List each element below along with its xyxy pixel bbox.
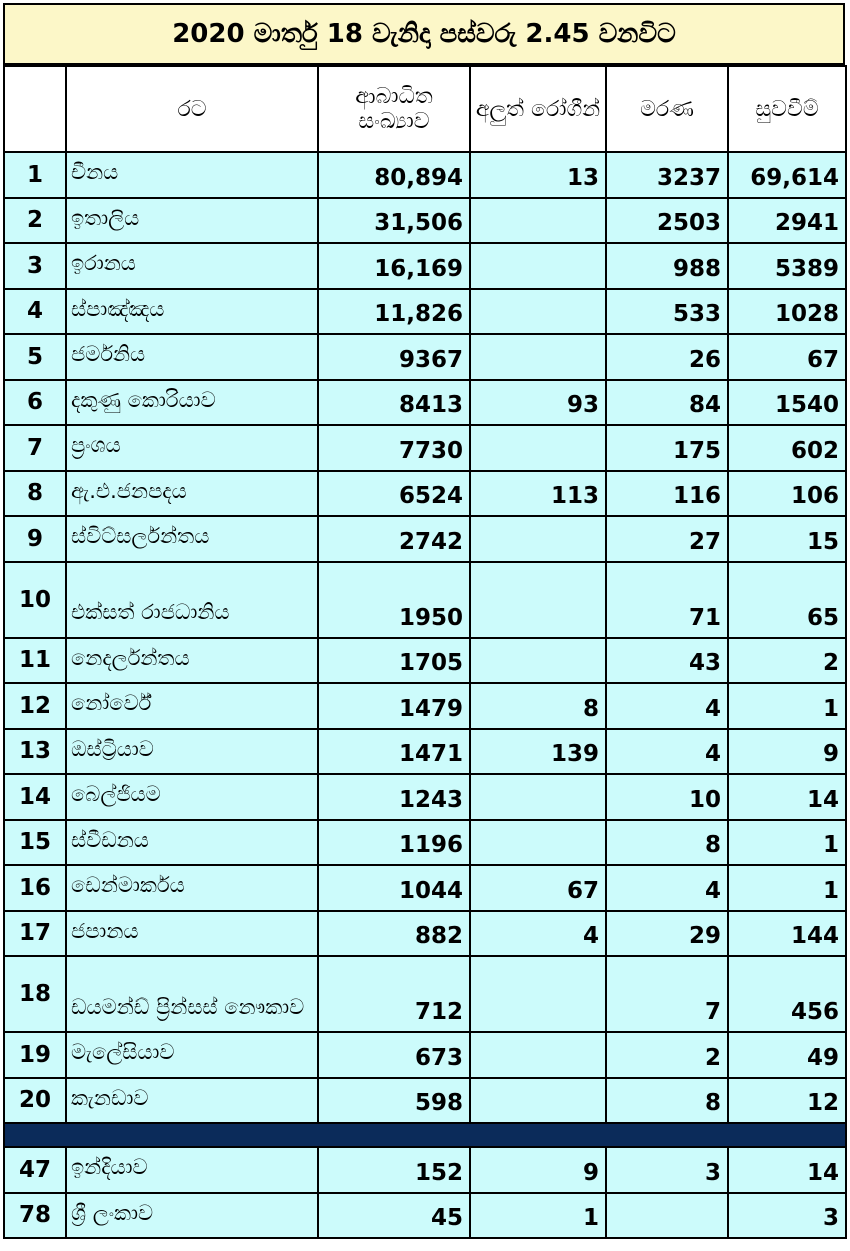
row-country: චීනය: [66, 152, 318, 198]
row-country: ස්පාඤ්ඤය: [66, 289, 318, 335]
row-country: නෙදර්ලන්තය: [66, 638, 318, 684]
row-new: [470, 638, 606, 684]
table-row: [4, 774, 846, 820]
header-row: [4, 66, 846, 152]
row-recovered: 1540: [728, 380, 846, 426]
row-country: ඔස්ට්‍රියාව: [66, 729, 318, 775]
row-country: බෙල්ජියම: [66, 774, 318, 820]
row-cases: 598: [318, 1078, 470, 1124]
row-cases: 712: [318, 956, 470, 1032]
header-cases: ආබාධිත සංඛ්‍යාව: [318, 66, 470, 152]
table-row: [4, 1032, 846, 1078]
table-row: [4, 243, 846, 289]
row-cases: 152: [318, 1147, 470, 1193]
row-rank: 12: [4, 683, 66, 729]
row-recovered: 2941: [728, 198, 846, 244]
page-title: 2020 මාර්තු 18 වැනිදා පස්වරු 2.45 වනවිට: [3, 3, 845, 65]
row-country: ශ්‍රී ලංකාව: [66, 1193, 318, 1239]
table-row: [4, 1078, 846, 1124]
row-rank: 47: [4, 1147, 66, 1193]
row-recovered: 456: [728, 956, 846, 1032]
stats-table: [3, 65, 847, 1239]
row-new: [470, 516, 606, 562]
table-row: [4, 334, 846, 380]
row-deaths: 3237: [606, 152, 728, 198]
row-new: [470, 774, 606, 820]
row-country: දකුණු කොරියාව: [66, 380, 318, 426]
row-deaths: 2503: [606, 198, 728, 244]
table-row: [4, 198, 846, 244]
row-new: 4: [470, 911, 606, 957]
row-new: [470, 956, 606, 1032]
row-recovered: 49: [728, 1032, 846, 1078]
row-cases: 2742: [318, 516, 470, 562]
row-country: ඉරානය: [66, 243, 318, 289]
row-recovered: 1: [728, 820, 846, 866]
row-deaths: 2: [606, 1032, 728, 1078]
table-row: [4, 865, 846, 911]
row-cases: 31,506: [318, 198, 470, 244]
row-recovered: 5389: [728, 243, 846, 289]
row-recovered: 12: [728, 1078, 846, 1124]
row-rank: 16: [4, 865, 66, 911]
header-recovered: සුවවීම්: [728, 66, 846, 152]
row-new: 1: [470, 1193, 606, 1239]
row-deaths: 71: [606, 562, 728, 638]
row-country: ස්වීඩනය: [66, 820, 318, 866]
table-row: [4, 289, 846, 335]
row-recovered: 3: [728, 1193, 846, 1239]
header-country: රට: [66, 66, 318, 152]
row-rank: 10: [4, 562, 66, 638]
row-cases: 7730: [318, 425, 470, 471]
row-deaths: 84: [606, 380, 728, 426]
row-new: [470, 820, 606, 866]
table-separator: [4, 1123, 846, 1147]
row-recovered: 1028: [728, 289, 846, 335]
row-deaths: 8: [606, 820, 728, 866]
row-country: ජපානය: [66, 911, 318, 957]
row-cases: 673: [318, 1032, 470, 1078]
table-row: [4, 425, 846, 471]
row-deaths: 4: [606, 683, 728, 729]
row-rank: 20: [4, 1078, 66, 1124]
row-recovered: 67: [728, 334, 846, 380]
row-new: [470, 562, 606, 638]
table-row: [4, 562, 846, 638]
row-new: 113: [470, 471, 606, 517]
header-rank: [4, 66, 66, 152]
row-recovered: 69,614: [728, 152, 846, 198]
row-new: 67: [470, 865, 606, 911]
row-country: ඩයමන්ඩ් ප්‍රින්සස් නෞකාව: [66, 956, 318, 1032]
row-recovered: 1: [728, 683, 846, 729]
row-cases: 11,826: [318, 289, 470, 335]
row-cases: 9367: [318, 334, 470, 380]
table-row: [4, 956, 846, 1032]
table-row: [4, 471, 846, 517]
row-deaths: 10: [606, 774, 728, 820]
header-new: අලුත් රෝගීන්: [470, 66, 606, 152]
table-row: [4, 380, 846, 426]
row-cases: 1243: [318, 774, 470, 820]
row-new: [470, 1032, 606, 1078]
row-rank: 18: [4, 956, 66, 1032]
row-deaths: 4: [606, 729, 728, 775]
row-recovered: 14: [728, 774, 846, 820]
row-deaths: 8: [606, 1078, 728, 1124]
row-deaths: 533: [606, 289, 728, 335]
row-rank: 8: [4, 471, 66, 517]
row-deaths: 4: [606, 865, 728, 911]
row-cases: 882: [318, 911, 470, 957]
row-rank: 9: [4, 516, 66, 562]
row-rank: 19: [4, 1032, 66, 1078]
row-rank: 7: [4, 425, 66, 471]
row-new: [470, 1078, 606, 1124]
table-row: [4, 638, 846, 684]
row-country: ඉතාලිය: [66, 198, 318, 244]
row-recovered: 9: [728, 729, 846, 775]
row-cases: 8413: [318, 380, 470, 426]
table-row: [4, 1147, 846, 1193]
row-deaths: [606, 1193, 728, 1239]
table-row: [4, 152, 846, 198]
separator-bar: [4, 1123, 846, 1147]
row-cases: 1950: [318, 562, 470, 638]
row-recovered: 1: [728, 865, 846, 911]
row-deaths: 3: [606, 1147, 728, 1193]
table-row: [4, 516, 846, 562]
row-cases: 16,169: [318, 243, 470, 289]
row-new: [470, 243, 606, 289]
row-country: ජර්මනිය: [66, 334, 318, 380]
header-deaths: මරණ: [606, 66, 728, 152]
table-row: [4, 1193, 846, 1239]
row-cases: 1471: [318, 729, 470, 775]
table-row: [4, 911, 846, 957]
covid-table-container: [3, 3, 845, 1239]
row-rank: 2: [4, 198, 66, 244]
row-country: එක්සත් රාජධානිය: [66, 562, 318, 638]
row-cases: 1479: [318, 683, 470, 729]
row-new: 9: [470, 1147, 606, 1193]
row-cases: 45: [318, 1193, 470, 1239]
row-recovered: 144: [728, 911, 846, 957]
row-rank: 14: [4, 774, 66, 820]
row-recovered: 2: [728, 638, 846, 684]
table-body: [4, 152, 846, 1238]
row-new: [470, 289, 606, 335]
row-recovered: 602: [728, 425, 846, 471]
row-new: [470, 334, 606, 380]
row-country: ස්විට්සර්ලන්තය: [66, 516, 318, 562]
row-rank: 1: [4, 152, 66, 198]
row-cases: 6524: [318, 471, 470, 517]
row-rank: 15: [4, 820, 66, 866]
row-country: ඇ.එ.ජනපදය: [66, 471, 318, 517]
row-deaths: 27: [606, 516, 728, 562]
row-rank: 13: [4, 729, 66, 775]
row-rank: 6: [4, 380, 66, 426]
row-country: කැනඩාව: [66, 1078, 318, 1124]
row-rank: 5: [4, 334, 66, 380]
table-row: [4, 820, 846, 866]
row-deaths: 29: [606, 911, 728, 957]
row-rank: 3: [4, 243, 66, 289]
row-deaths: 116: [606, 471, 728, 517]
row-country: ඩෙන්මාර්කය: [66, 865, 318, 911]
row-cases: 1196: [318, 820, 470, 866]
row-rank: 4: [4, 289, 66, 335]
row-deaths: 7: [606, 956, 728, 1032]
row-deaths: 26: [606, 334, 728, 380]
row-cases: 1705: [318, 638, 470, 684]
table-row: [4, 729, 846, 775]
row-new: 13: [470, 152, 606, 198]
row-country: ප්‍රංශය: [66, 425, 318, 471]
row-recovered: 15: [728, 516, 846, 562]
row-deaths: 988: [606, 243, 728, 289]
row-cases: 80,894: [318, 152, 470, 198]
row-recovered: 14: [728, 1147, 846, 1193]
row-recovered: 65: [728, 562, 846, 638]
row-deaths: 43: [606, 638, 728, 684]
table-row: [4, 683, 846, 729]
row-country: ඉන්දියාව: [66, 1147, 318, 1193]
row-rank: 11: [4, 638, 66, 684]
row-rank: 17: [4, 911, 66, 957]
row-rank: 78: [4, 1193, 66, 1239]
row-deaths: 175: [606, 425, 728, 471]
row-new: 93: [470, 380, 606, 426]
row-cases: 1044: [318, 865, 470, 911]
row-new: 139: [470, 729, 606, 775]
row-new: [470, 425, 606, 471]
row-country: නෝර්වේ: [66, 683, 318, 729]
row-new: 8: [470, 683, 606, 729]
row-new: [470, 198, 606, 244]
row-recovered: 106: [728, 471, 846, 517]
row-country: මැලේසියාව: [66, 1032, 318, 1078]
